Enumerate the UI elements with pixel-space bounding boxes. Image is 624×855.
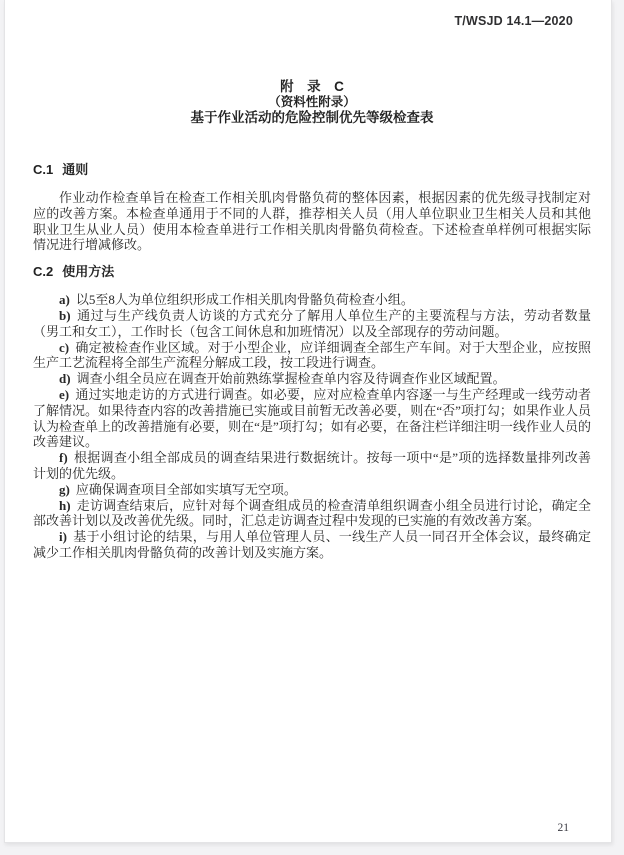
- item-text-a: 以5至8人为单位组织形成工作相关肌肉骨骼负荷检查小组。: [75, 292, 414, 308]
- page-content: [5, 79, 611, 561]
- item-label-f: f): [59, 450, 68, 466]
- section-c1-title: 通则: [62, 162, 89, 177]
- appendix-type: （资料性附录）: [268, 94, 356, 109]
- item-label-c: c): [59, 339, 70, 355]
- section-c1-heading: [33, 162, 591, 178]
- item-text-h: 走访调查结束后，应针对每个调查组成员的检查清单组织调查小组全员进行讨论，确定全部改善计划以及改善优先级。同时，汇总走访调查过程中发现的已实施的有效改善方案。: [33, 497, 591, 529]
- usage-method-list: [33, 292, 591, 561]
- item-text-e: 通过实地走访的方式进行调查。如必要，应对应检查单内容逐一与生产经理或一线劳动者了解情况。如果待查内容的改善措施已实施或目前暂无改善必要，则在“否”项打勾；如果作业人员认为检查单上的改善措施有必要，则在“是”项打勾；如有必要，在备注栏详细注明一线作业人员的改善建议。: [33, 386, 591, 450]
- item-label-e: e): [59, 386, 70, 402]
- list-item-b: [33, 308, 591, 340]
- item-label-b: b): [59, 307, 71, 323]
- section-c2-title: 使用方法: [62, 264, 115, 280]
- appendix-title-block: [33, 79, 591, 126]
- section-c1-number: C.1: [33, 162, 54, 177]
- page-number: 21: [557, 822, 569, 834]
- list-item-e: [33, 387, 591, 450]
- list-item-g: [33, 482, 591, 498]
- list-item-i: [33, 529, 591, 561]
- document-page: [4, 0, 612, 843]
- item-label-a: a): [59, 292, 70, 308]
- item-label-d: d): [59, 371, 71, 387]
- section-c2-number: C.2: [33, 264, 54, 280]
- item-label-g: g): [59, 481, 70, 497]
- list-item-f: [33, 450, 591, 482]
- item-text-f: 根据调查小组全部成员的调查结果进行数据统计。按每一项中“是”项的选择数量排列改善计划的优先级。: [33, 450, 591, 481]
- appendix-label: 附 录 C: [280, 79, 344, 94]
- item-label-h: h): [59, 497, 71, 513]
- list-item-a: [33, 292, 591, 308]
- item-text-b: 通过与生产线负责人访谈的方式充分了解用人单位生产的主要流程与方法，劳动者数量（男工和女工），工作时长（包含工间休息和加班情况）以及全部现存的劳动问题。: [33, 307, 591, 339]
- item-text-g: 应确保调查项目全部如实填写无空项。: [75, 481, 297, 497]
- item-text-d: 调查小组全员应在调查开始前熟练掌握检查单内容及待调查作业区域配置。: [76, 371, 506, 387]
- appendix-title: 基于作业活动的危险控制优先等级检查表: [190, 110, 434, 125]
- item-text-c: 确定被检查作业区域。对于小型企业，应详细调查全部生产车间。对于大型企业，应按照生产工艺流程将全部生产流程分解成工段，按工段进行调查。: [33, 339, 591, 371]
- section-c1-paragraph: 作业动作检查单旨在检查工作相关肌肉骨骼负荷的整体因素，根据因素的优先级寻找制定对应的改善方案。本检查单通用于不同的人群，推荐相关人员（用人单位职业卫生相关人员和其他职业卫生从业人员）使用本检查单进行工作相关肌肉骨骼负荷检查。下述检查单样例可根据实际情况进行增减修改。: [33, 190, 591, 253]
- list-item-h: [33, 498, 591, 530]
- list-item-d: [33, 371, 591, 387]
- doc-code: T/WSJD 14.1—2020: [454, 14, 573, 28]
- list-item-c: [33, 340, 591, 372]
- section-c2-heading: [33, 264, 591, 280]
- item-label-i: i): [59, 529, 67, 545]
- item-text-i: 基于小组讨论的结果，与用人单位管理人员、一线生产人员一同召开全体会议，最终确定减少工作相关肌肉骨骼负荷的改善计划及实施方案。: [33, 529, 591, 560]
